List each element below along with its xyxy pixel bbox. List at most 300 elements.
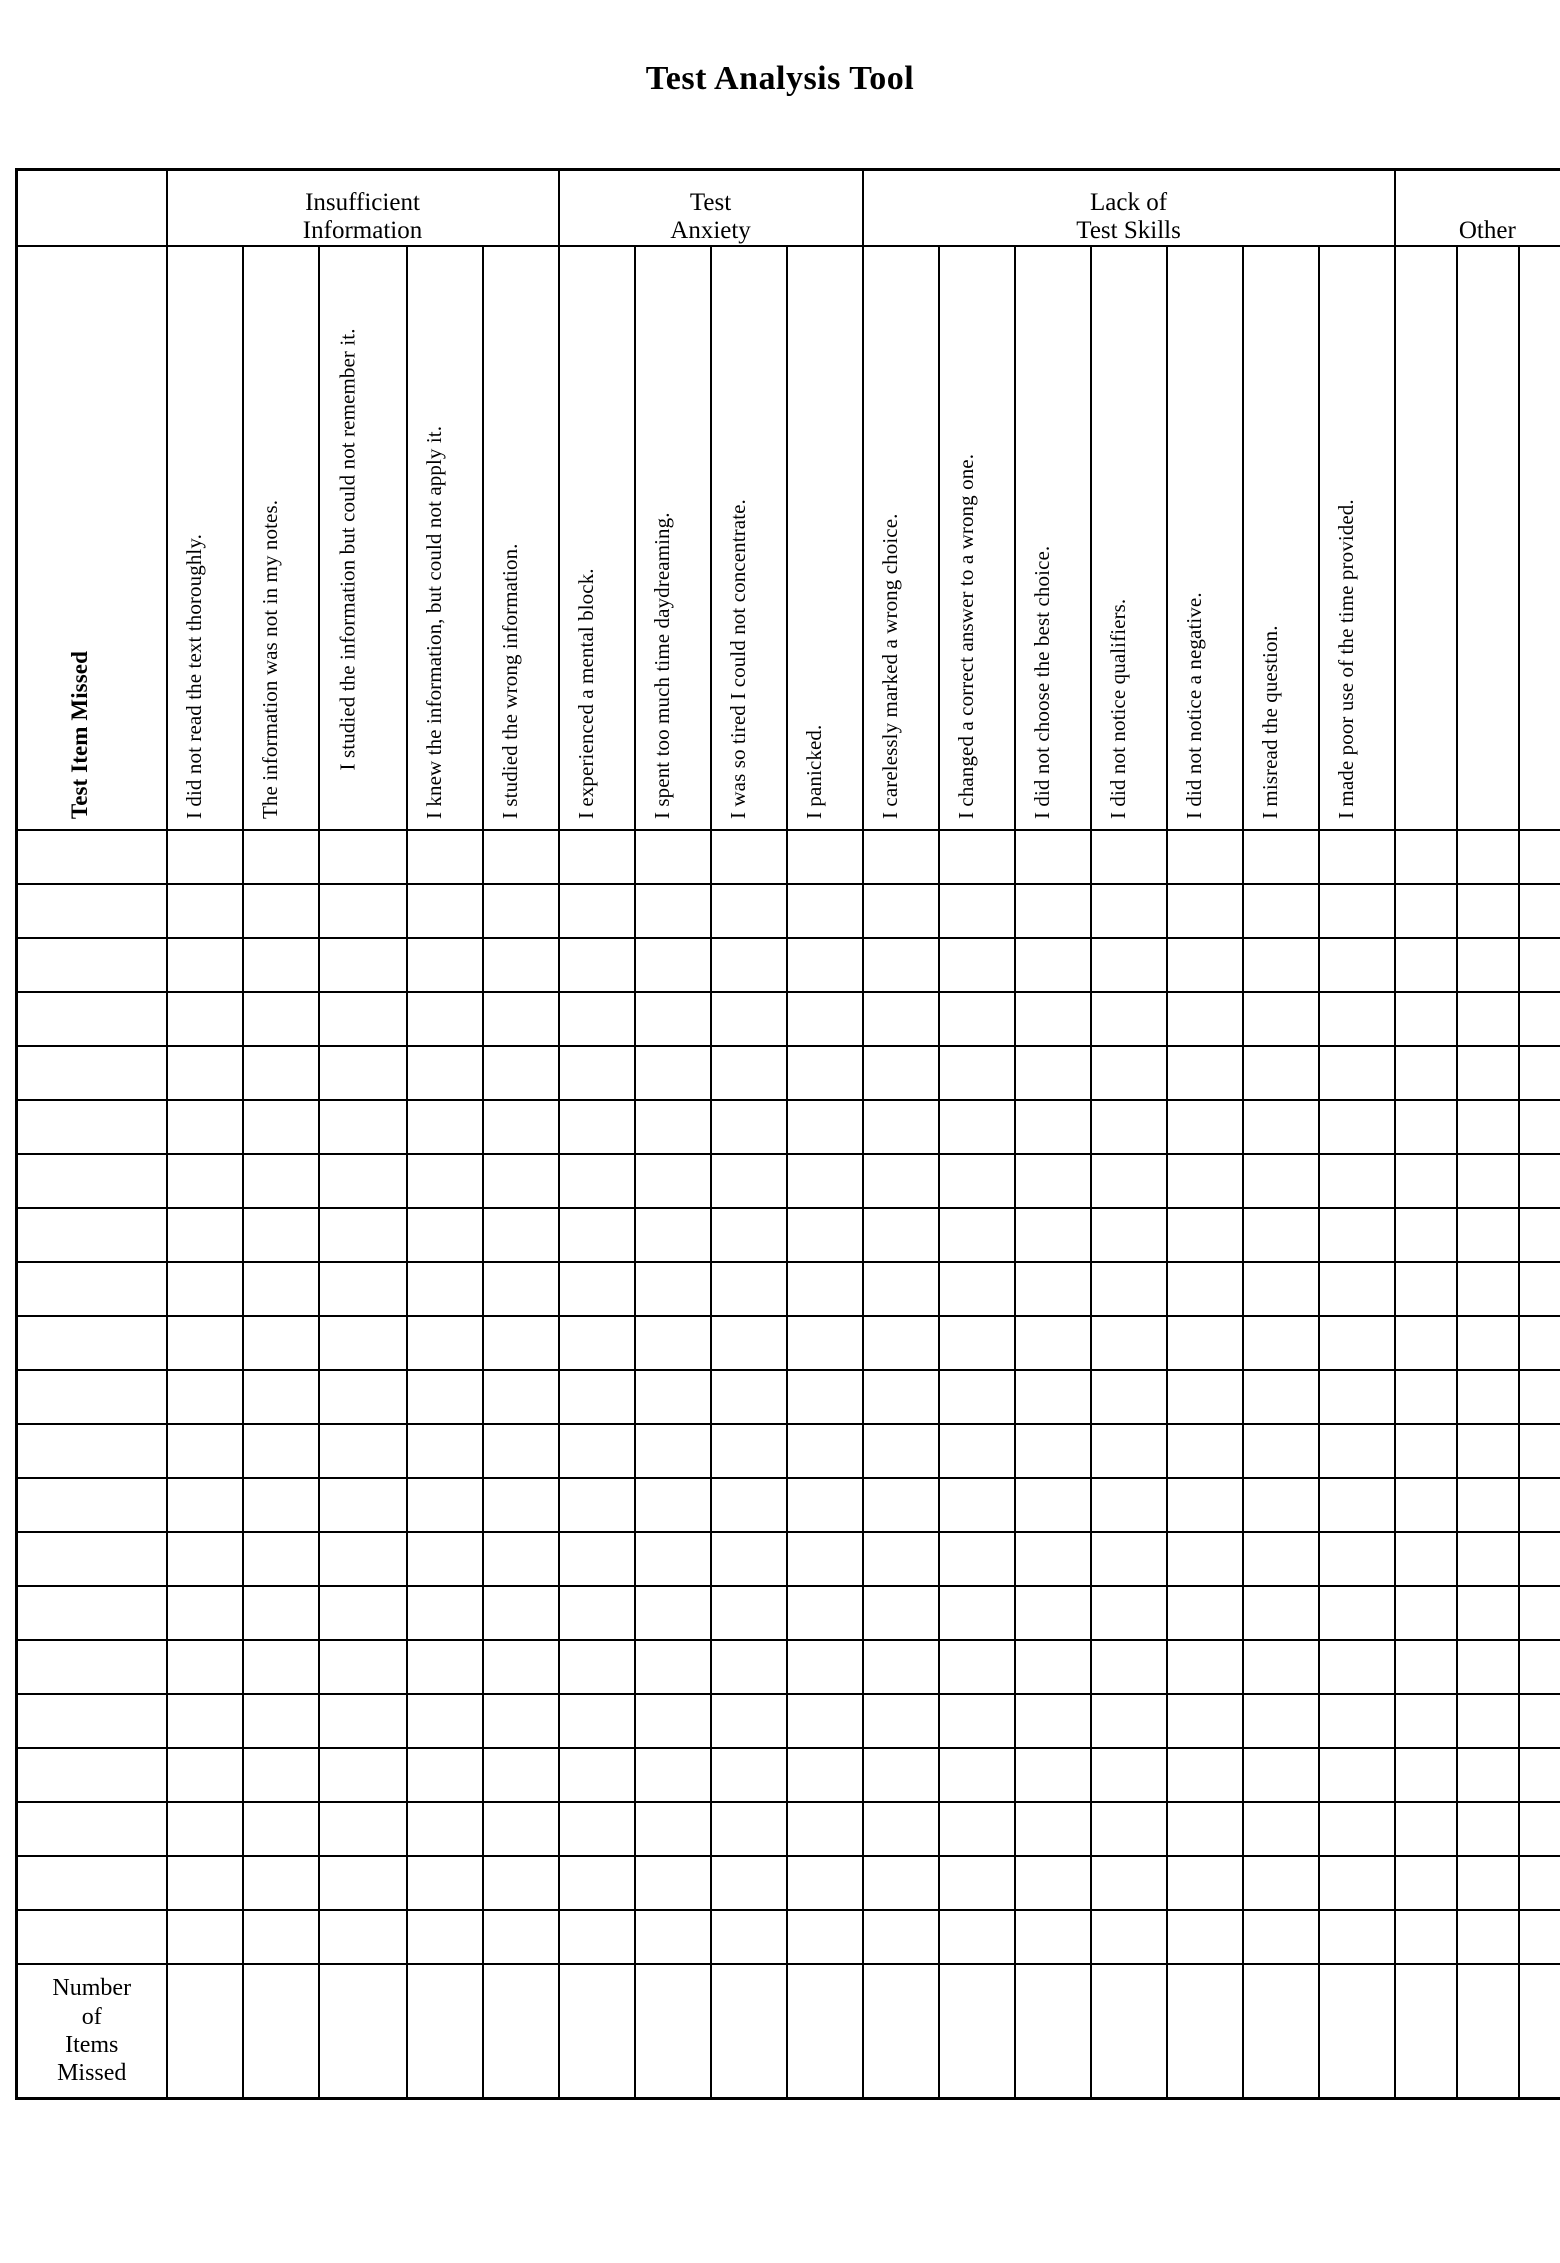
tally-cell[interactable] <box>1519 884 1560 938</box>
tally-cell[interactable] <box>243 1694 319 1748</box>
tally-cell[interactable] <box>483 992 559 1046</box>
tally-cell[interactable] <box>711 1100 787 1154</box>
tally-cell[interactable] <box>167 1100 243 1154</box>
test-item-cell[interactable] <box>17 1532 167 1586</box>
tally-cell[interactable] <box>559 1694 635 1748</box>
tally-cell[interactable] <box>319 884 407 938</box>
tally-cell[interactable] <box>863 992 939 1046</box>
tally-cell[interactable] <box>559 1856 635 1910</box>
tally-cell[interactable] <box>1243 1100 1319 1154</box>
tally-cell[interactable] <box>1167 1640 1243 1694</box>
tally-cell[interactable] <box>243 1802 319 1856</box>
tally-cell[interactable] <box>1395 938 1457 992</box>
tally-cell[interactable] <box>167 938 243 992</box>
tally-cell[interactable] <box>711 1856 787 1910</box>
tally-cell[interactable] <box>1243 992 1319 1046</box>
tally-cell[interactable] <box>1167 884 1243 938</box>
tally-cell[interactable] <box>1015 1910 1091 1964</box>
tally-cell[interactable] <box>1167 1262 1243 1316</box>
tally-cell[interactable] <box>319 1208 407 1262</box>
tally-cell[interactable] <box>1395 1694 1457 1748</box>
tally-cell[interactable] <box>1457 1262 1519 1316</box>
tally-cell[interactable] <box>635 1802 711 1856</box>
tally-cell[interactable] <box>863 1586 939 1640</box>
tally-cell[interactable] <box>1319 1100 1395 1154</box>
tally-cell[interactable] <box>863 1424 939 1478</box>
tally-cell[interactable] <box>1457 1856 1519 1910</box>
tally-cell[interactable] <box>787 1262 863 1316</box>
tally-cell[interactable] <box>635 1370 711 1424</box>
tally-cell[interactable] <box>939 1856 1015 1910</box>
tally-cell[interactable] <box>1519 992 1560 1046</box>
tally-cell[interactable] <box>787 830 863 884</box>
tally-cell[interactable] <box>1091 1802 1167 1856</box>
tally-cell[interactable] <box>1243 1208 1319 1262</box>
tally-cell[interactable] <box>1519 1208 1560 1262</box>
tally-cell[interactable] <box>1015 1100 1091 1154</box>
tally-cell[interactable] <box>711 1316 787 1370</box>
tally-cell[interactable] <box>1091 884 1167 938</box>
tally-cell[interactable] <box>1015 1478 1091 1532</box>
tally-cell[interactable] <box>407 1532 483 1586</box>
tally-cell[interactable] <box>1167 1910 1243 1964</box>
tally-cell[interactable] <box>319 992 407 1046</box>
tally-cell[interactable] <box>787 1370 863 1424</box>
tally-cell[interactable] <box>407 1100 483 1154</box>
tally-cell[interactable] <box>1319 992 1395 1046</box>
tally-cell[interactable] <box>167 1640 243 1694</box>
tally-cell[interactable] <box>483 1694 559 1748</box>
tally-cell[interactable] <box>1519 938 1560 992</box>
tally-cell[interactable] <box>635 1154 711 1208</box>
tally-cell[interactable] <box>1243 1424 1319 1478</box>
tally-cell[interactable] <box>1319 1370 1395 1424</box>
tally-cell[interactable] <box>1015 1640 1091 1694</box>
test-item-cell[interactable] <box>17 1208 167 1262</box>
tally-cell[interactable] <box>243 992 319 1046</box>
tally-cell[interactable] <box>407 1478 483 1532</box>
tally-cell[interactable] <box>711 1046 787 1100</box>
tally-cell[interactable] <box>243 830 319 884</box>
tally-cell[interactable] <box>319 1694 407 1748</box>
total-cell[interactable] <box>787 1964 863 2099</box>
tally-cell[interactable] <box>787 1856 863 1910</box>
tally-cell[interactable] <box>1167 1586 1243 1640</box>
total-cell[interactable] <box>863 1964 939 2099</box>
test-item-cell[interactable] <box>17 1910 167 1964</box>
total-cell[interactable] <box>1015 1964 1091 2099</box>
tally-cell[interactable] <box>1167 1316 1243 1370</box>
tally-cell[interactable] <box>635 938 711 992</box>
tally-cell[interactable] <box>559 1100 635 1154</box>
tally-cell[interactable] <box>1395 1586 1457 1640</box>
tally-cell[interactable] <box>1167 992 1243 1046</box>
tally-cell[interactable] <box>1395 1532 1457 1586</box>
tally-cell[interactable] <box>711 1532 787 1586</box>
tally-cell[interactable] <box>243 1154 319 1208</box>
tally-cell[interactable] <box>635 1532 711 1586</box>
tally-cell[interactable] <box>319 1154 407 1208</box>
tally-cell[interactable] <box>407 1262 483 1316</box>
tally-cell[interactable] <box>319 1100 407 1154</box>
tally-cell[interactable] <box>483 1100 559 1154</box>
tally-cell[interactable] <box>243 1100 319 1154</box>
tally-cell[interactable] <box>863 884 939 938</box>
tally-cell[interactable] <box>319 1316 407 1370</box>
tally-cell[interactable] <box>635 1586 711 1640</box>
tally-cell[interactable] <box>1519 1532 1560 1586</box>
tally-cell[interactable] <box>1243 1370 1319 1424</box>
tally-cell[interactable] <box>1091 1046 1167 1100</box>
tally-cell[interactable] <box>1457 1478 1519 1532</box>
tally-cell[interactable] <box>1519 830 1560 884</box>
tally-cell[interactable] <box>1091 830 1167 884</box>
tally-cell[interactable] <box>1395 884 1457 938</box>
tally-cell[interactable] <box>1395 1640 1457 1694</box>
tally-cell[interactable] <box>1167 1694 1243 1748</box>
tally-cell[interactable] <box>863 830 939 884</box>
tally-cell[interactable] <box>559 1208 635 1262</box>
tally-cell[interactable] <box>167 1370 243 1424</box>
tally-cell[interactable] <box>1091 1208 1167 1262</box>
tally-cell[interactable] <box>243 1532 319 1586</box>
tally-cell[interactable] <box>1319 1748 1395 1802</box>
tally-cell[interactable] <box>1091 1532 1167 1586</box>
tally-cell[interactable] <box>407 1316 483 1370</box>
tally-cell[interactable] <box>167 1424 243 1478</box>
tally-cell[interactable] <box>635 1910 711 1964</box>
tally-cell[interactable] <box>1167 1856 1243 1910</box>
test-item-cell[interactable] <box>17 1802 167 1856</box>
tally-cell[interactable] <box>483 1586 559 1640</box>
tally-cell[interactable] <box>407 1370 483 1424</box>
tally-cell[interactable] <box>243 1370 319 1424</box>
tally-cell[interactable] <box>559 1586 635 1640</box>
tally-cell[interactable] <box>939 1640 1015 1694</box>
tally-cell[interactable] <box>407 1586 483 1640</box>
tally-cell[interactable] <box>1091 1316 1167 1370</box>
tally-cell[interactable] <box>939 1100 1015 1154</box>
tally-cell[interactable] <box>1519 1316 1560 1370</box>
tally-cell[interactable] <box>939 1478 1015 1532</box>
tally-cell[interactable] <box>1395 1478 1457 1532</box>
tally-cell[interactable] <box>1091 1154 1167 1208</box>
tally-cell[interactable] <box>483 1802 559 1856</box>
tally-cell[interactable] <box>1091 938 1167 992</box>
tally-cell[interactable] <box>1395 1100 1457 1154</box>
tally-cell[interactable] <box>1519 1154 1560 1208</box>
tally-cell[interactable] <box>635 1856 711 1910</box>
tally-cell[interactable] <box>939 1316 1015 1370</box>
tally-cell[interactable] <box>711 1586 787 1640</box>
tally-cell[interactable] <box>1091 1640 1167 1694</box>
tally-cell[interactable] <box>319 1370 407 1424</box>
tally-cell[interactable] <box>787 1694 863 1748</box>
tally-cell[interactable] <box>787 1424 863 1478</box>
tally-cell[interactable] <box>863 1262 939 1316</box>
tally-cell[interactable] <box>1319 1586 1395 1640</box>
tally-cell[interactable] <box>1395 1910 1457 1964</box>
tally-cell[interactable] <box>1091 1424 1167 1478</box>
tally-cell[interactable] <box>1319 1316 1395 1370</box>
tally-cell[interactable] <box>1319 1262 1395 1316</box>
tally-cell[interactable] <box>635 830 711 884</box>
tally-cell[interactable] <box>1015 1694 1091 1748</box>
tally-cell[interactable] <box>1243 1748 1319 1802</box>
tally-cell[interactable] <box>1015 1424 1091 1478</box>
tally-cell[interactable] <box>787 1046 863 1100</box>
tally-cell[interactable] <box>635 1100 711 1154</box>
tally-cell[interactable] <box>787 884 863 938</box>
tally-cell[interactable] <box>1457 1154 1519 1208</box>
tally-cell[interactable] <box>319 1586 407 1640</box>
tally-cell[interactable] <box>1519 1694 1560 1748</box>
tally-cell[interactable] <box>863 1154 939 1208</box>
tally-cell[interactable] <box>407 1154 483 1208</box>
tally-cell[interactable] <box>787 1100 863 1154</box>
tally-cell[interactable] <box>787 1316 863 1370</box>
total-cell[interactable] <box>1319 1964 1395 2099</box>
total-cell[interactable] <box>243 1964 319 2099</box>
tally-cell[interactable] <box>1395 1748 1457 1802</box>
tally-cell[interactable] <box>243 1748 319 1802</box>
tally-cell[interactable] <box>1015 1154 1091 1208</box>
total-cell[interactable] <box>1519 1964 1560 2099</box>
tally-cell[interactable] <box>559 1802 635 1856</box>
tally-cell[interactable] <box>1091 1262 1167 1316</box>
tally-cell[interactable] <box>711 992 787 1046</box>
tally-cell[interactable] <box>1319 884 1395 938</box>
tally-cell[interactable] <box>939 1586 1015 1640</box>
tally-cell[interactable] <box>559 1532 635 1586</box>
tally-cell[interactable] <box>559 1262 635 1316</box>
tally-cell[interactable] <box>1167 1208 1243 1262</box>
tally-cell[interactable] <box>1243 830 1319 884</box>
tally-cell[interactable] <box>1395 992 1457 1046</box>
tally-cell[interactable] <box>711 1208 787 1262</box>
tally-cell[interactable] <box>407 1640 483 1694</box>
tally-cell[interactable] <box>1243 1802 1319 1856</box>
tally-cell[interactable] <box>1457 1316 1519 1370</box>
test-item-cell[interactable] <box>17 1748 167 1802</box>
tally-cell[interactable] <box>939 1046 1015 1100</box>
tally-cell[interactable] <box>167 992 243 1046</box>
total-cell[interactable] <box>319 1964 407 2099</box>
tally-cell[interactable] <box>1243 884 1319 938</box>
tally-cell[interactable] <box>319 1910 407 1964</box>
tally-cell[interactable] <box>787 1586 863 1640</box>
tally-cell[interactable] <box>1519 1370 1560 1424</box>
tally-cell[interactable] <box>939 1802 1015 1856</box>
tally-cell[interactable] <box>243 1478 319 1532</box>
tally-cell[interactable] <box>1015 1856 1091 1910</box>
test-item-cell[interactable] <box>17 1154 167 1208</box>
tally-cell[interactable] <box>635 1478 711 1532</box>
tally-cell[interactable] <box>711 1748 787 1802</box>
tally-cell[interactable] <box>167 1046 243 1100</box>
tally-cell[interactable] <box>711 1370 787 1424</box>
tally-cell[interactable] <box>1319 830 1395 884</box>
tally-cell[interactable] <box>1167 1478 1243 1532</box>
tally-cell[interactable] <box>243 1640 319 1694</box>
test-item-cell[interactable] <box>17 1046 167 1100</box>
tally-cell[interactable] <box>787 1802 863 1856</box>
tally-cell[interactable] <box>787 1640 863 1694</box>
tally-cell[interactable] <box>167 1694 243 1748</box>
tally-cell[interactable] <box>483 1370 559 1424</box>
tally-cell[interactable] <box>787 1532 863 1586</box>
tally-cell[interactable] <box>787 1154 863 1208</box>
tally-cell[interactable] <box>1091 1748 1167 1802</box>
test-item-cell[interactable] <box>17 1478 167 1532</box>
tally-cell[interactable] <box>635 1748 711 1802</box>
tally-cell[interactable] <box>559 1046 635 1100</box>
tally-cell[interactable] <box>243 938 319 992</box>
tally-cell[interactable] <box>1395 1154 1457 1208</box>
tally-cell[interactable] <box>1015 1208 1091 1262</box>
tally-cell[interactable] <box>863 1046 939 1100</box>
tally-cell[interactable] <box>787 1748 863 1802</box>
tally-cell[interactable] <box>559 884 635 938</box>
tally-cell[interactable] <box>1319 1910 1395 1964</box>
tally-cell[interactable] <box>1167 938 1243 992</box>
tally-cell[interactable] <box>711 1262 787 1316</box>
tally-cell[interactable] <box>1091 1694 1167 1748</box>
tally-cell[interactable] <box>863 938 939 992</box>
tally-cell[interactable] <box>167 1154 243 1208</box>
tally-cell[interactable] <box>1091 1856 1167 1910</box>
tally-cell[interactable] <box>407 1856 483 1910</box>
tally-cell[interactable] <box>711 938 787 992</box>
tally-cell[interactable] <box>167 830 243 884</box>
tally-cell[interactable] <box>407 938 483 992</box>
tally-cell[interactable] <box>483 830 559 884</box>
total-cell[interactable] <box>407 1964 483 2099</box>
tally-cell[interactable] <box>863 1748 939 1802</box>
tally-cell[interactable] <box>863 1694 939 1748</box>
tally-cell[interactable] <box>863 1208 939 1262</box>
tally-cell[interactable] <box>1519 1856 1560 1910</box>
tally-cell[interactable] <box>1457 1910 1519 1964</box>
test-item-cell[interactable] <box>17 830 167 884</box>
tally-cell[interactable] <box>939 1748 1015 1802</box>
tally-cell[interactable] <box>787 1910 863 1964</box>
tally-cell[interactable] <box>1319 1424 1395 1478</box>
tally-cell[interactable] <box>939 938 1015 992</box>
tally-cell[interactable] <box>1519 1748 1560 1802</box>
tally-cell[interactable] <box>939 1532 1015 1586</box>
tally-cell[interactable] <box>167 1910 243 1964</box>
tally-cell[interactable] <box>1167 1154 1243 1208</box>
tally-cell[interactable] <box>635 1316 711 1370</box>
tally-cell[interactable] <box>939 830 1015 884</box>
tally-cell[interactable] <box>1015 1532 1091 1586</box>
tally-cell[interactable] <box>407 1694 483 1748</box>
tally-cell[interactable] <box>1457 1208 1519 1262</box>
tally-cell[interactable] <box>1319 1640 1395 1694</box>
total-cell[interactable] <box>711 1964 787 2099</box>
tally-cell[interactable] <box>1319 1478 1395 1532</box>
tally-cell[interactable] <box>863 1532 939 1586</box>
tally-cell[interactable] <box>1457 1802 1519 1856</box>
tally-cell[interactable] <box>939 1154 1015 1208</box>
tally-cell[interactable] <box>167 884 243 938</box>
tally-cell[interactable] <box>1243 1856 1319 1910</box>
tally-cell[interactable] <box>1457 1694 1519 1748</box>
tally-cell[interactable] <box>243 1316 319 1370</box>
tally-cell[interactable] <box>711 1802 787 1856</box>
tally-cell[interactable] <box>711 1424 787 1478</box>
tally-cell[interactable] <box>1395 1370 1457 1424</box>
tally-cell[interactable] <box>407 1748 483 1802</box>
tally-cell[interactable] <box>1519 1424 1560 1478</box>
tally-cell[interactable] <box>1457 992 1519 1046</box>
tally-cell[interactable] <box>635 1046 711 1100</box>
tally-cell[interactable] <box>243 884 319 938</box>
tally-cell[interactable] <box>407 1910 483 1964</box>
tally-cell[interactable] <box>483 1208 559 1262</box>
tally-cell[interactable] <box>1015 884 1091 938</box>
total-cell[interactable] <box>1243 1964 1319 2099</box>
tally-cell[interactable] <box>863 1100 939 1154</box>
tally-cell[interactable] <box>1457 1370 1519 1424</box>
tally-cell[interactable] <box>483 1640 559 1694</box>
tally-cell[interactable] <box>1091 1478 1167 1532</box>
tally-cell[interactable] <box>1167 1532 1243 1586</box>
tally-cell[interactable] <box>939 1910 1015 1964</box>
tally-cell[interactable] <box>1395 1856 1457 1910</box>
tally-cell[interactable] <box>407 830 483 884</box>
tally-cell[interactable] <box>711 1640 787 1694</box>
tally-cell[interactable] <box>1457 1100 1519 1154</box>
tally-cell[interactable] <box>167 1316 243 1370</box>
tally-cell[interactable] <box>1091 992 1167 1046</box>
test-item-cell[interactable] <box>17 1262 167 1316</box>
total-cell[interactable] <box>635 1964 711 2099</box>
tally-cell[interactable] <box>167 1208 243 1262</box>
tally-cell[interactable] <box>483 1910 559 1964</box>
tally-cell[interactable] <box>167 1532 243 1586</box>
test-item-cell[interactable] <box>17 1370 167 1424</box>
tally-cell[interactable] <box>483 1532 559 1586</box>
tally-cell[interactable] <box>1519 1586 1560 1640</box>
tally-cell[interactable] <box>1395 1316 1457 1370</box>
tally-cell[interactable] <box>243 1208 319 1262</box>
tally-cell[interactable] <box>407 1424 483 1478</box>
tally-cell[interactable] <box>1243 938 1319 992</box>
tally-cell[interactable] <box>1395 1802 1457 1856</box>
tally-cell[interactable] <box>1319 1532 1395 1586</box>
tally-cell[interactable] <box>1091 1910 1167 1964</box>
tally-cell[interactable] <box>1015 1748 1091 1802</box>
tally-cell[interactable] <box>939 884 1015 938</box>
tally-cell[interactable] <box>863 1478 939 1532</box>
test-item-cell[interactable] <box>17 1424 167 1478</box>
tally-cell[interactable] <box>635 1640 711 1694</box>
tally-cell[interactable] <box>1519 1478 1560 1532</box>
tally-cell[interactable] <box>243 1046 319 1100</box>
tally-cell[interactable] <box>483 1154 559 1208</box>
tally-cell[interactable] <box>167 1748 243 1802</box>
tally-cell[interactable] <box>407 884 483 938</box>
tally-cell[interactable] <box>1015 830 1091 884</box>
tally-cell[interactable] <box>559 830 635 884</box>
tally-cell[interactable] <box>319 1802 407 1856</box>
tally-cell[interactable] <box>1243 1532 1319 1586</box>
tally-cell[interactable] <box>635 992 711 1046</box>
tally-cell[interactable] <box>635 884 711 938</box>
tally-cell[interactable] <box>1167 1748 1243 1802</box>
